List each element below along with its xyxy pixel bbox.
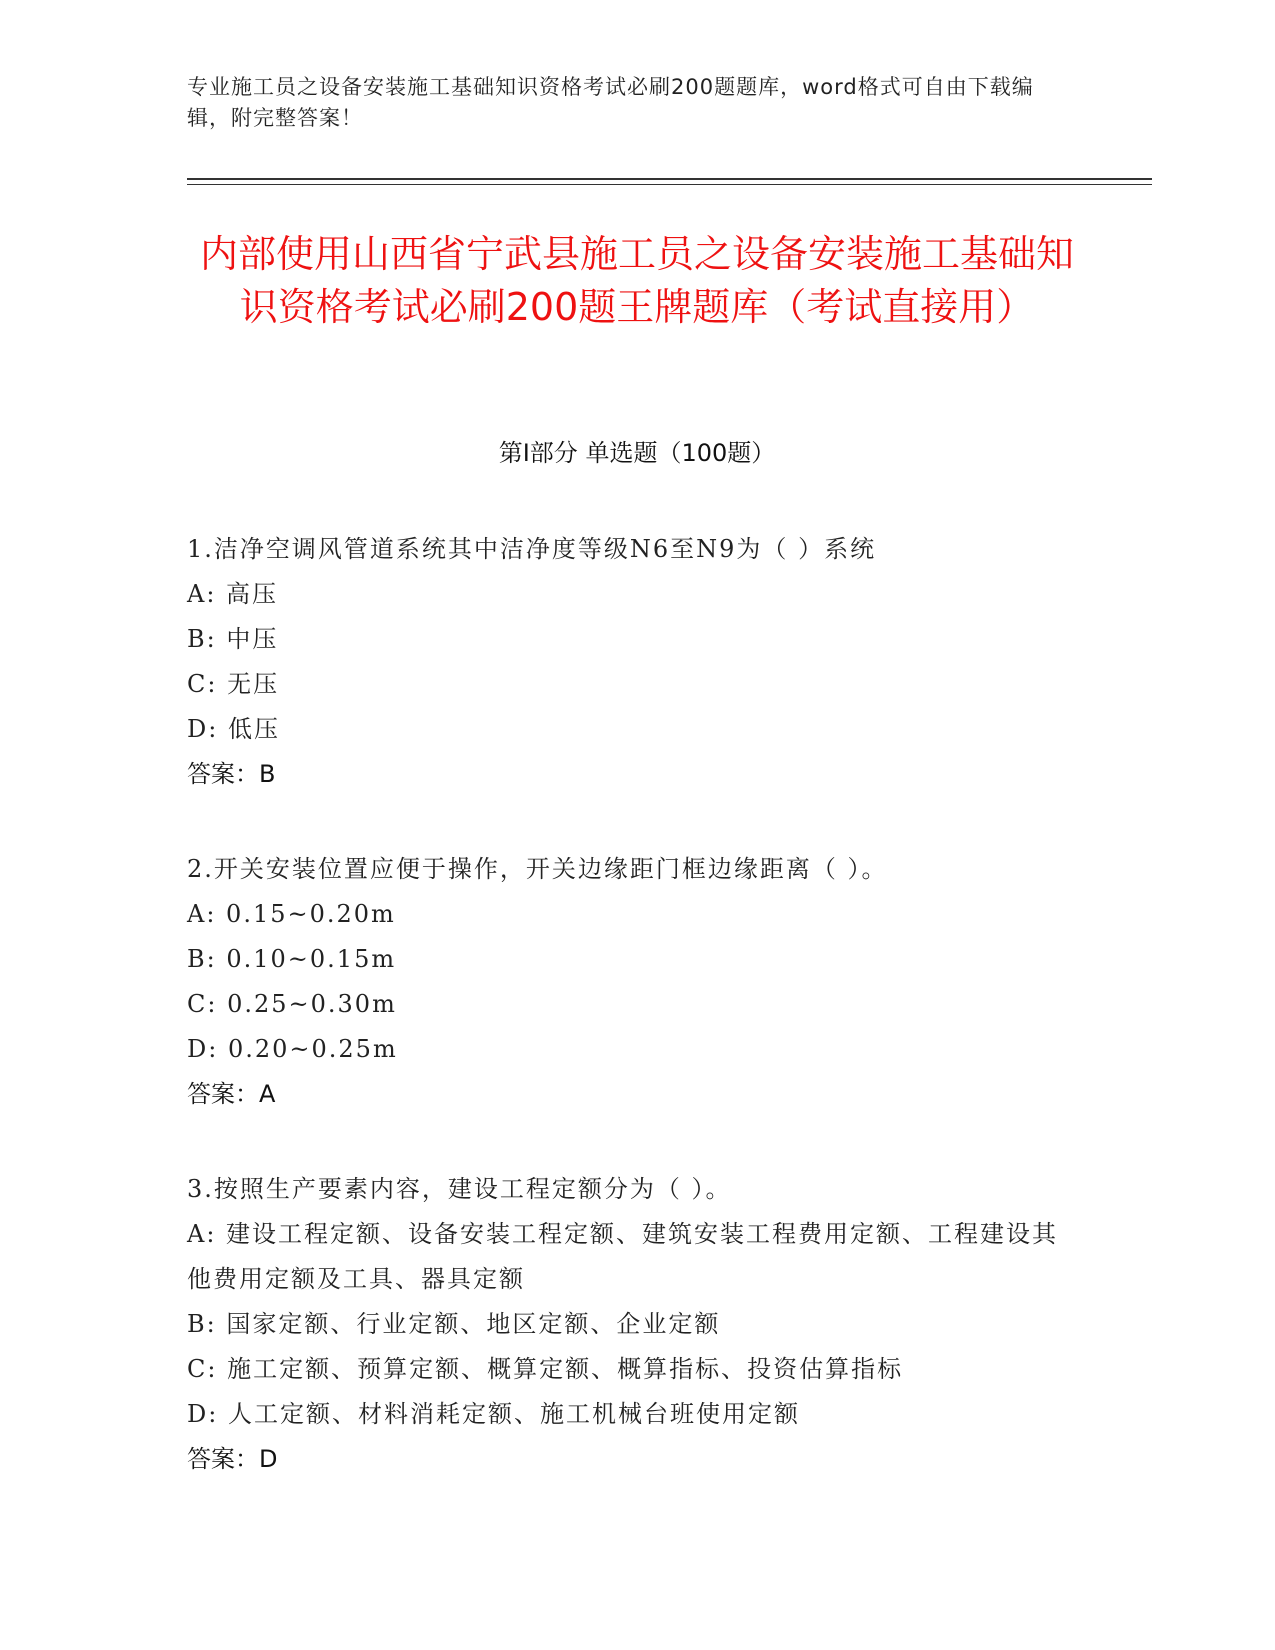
header-divider-thin bbox=[187, 184, 1152, 185]
option-a: A: 建设工程定额、设备安装工程定额、建筑安装工程费用定额、工程建设其他费用定额及工具、器具定额 bbox=[187, 1220, 1059, 1293]
question-1 bbox=[187, 527, 1067, 797]
answer: 答案：D bbox=[187, 1445, 278, 1473]
document-title: 内部使用山西省宁武县施工员之设备安装施工基础知识资格考试必刷200题王牌题库（考试直接用） bbox=[199, 232, 1074, 329]
option-b: B: 中压 bbox=[187, 625, 279, 653]
option-a: A: 高压 bbox=[187, 580, 279, 608]
option-d: D: 0.20~0.25m bbox=[187, 1035, 398, 1063]
answer: 答案：B bbox=[187, 760, 276, 788]
option-b: B: 0.10~0.15m bbox=[187, 945, 397, 973]
document-header-note: 专业施工员之设备安装施工基础知识资格考试必刷200题题库，word格式可自由下载编辑，附完整答案！ bbox=[187, 75, 1034, 130]
option-d: D: 低压 bbox=[187, 715, 280, 743]
option-a: A: 0.15~0.20m bbox=[187, 900, 396, 928]
question-list bbox=[187, 527, 1067, 1532]
question-2 bbox=[187, 847, 1067, 1117]
section-title: 第Ⅰ部分 单选题（100题） bbox=[498, 439, 776, 467]
option-c: C: 施工定额、预算定额、概算定额、概算指标、投资估算指标 bbox=[187, 1355, 904, 1383]
option-d: D: 人工定额、材料消耗定额、施工机械台班使用定额 bbox=[187, 1400, 800, 1428]
question-stem: 3.按照生产要素内容，建设工程定额分为（ ）。 bbox=[187, 1175, 732, 1203]
option-c: C: 0.25~0.30m bbox=[187, 990, 397, 1018]
question-stem: 1.洁净空调风管道系统其中洁净度等级N6至N9为（ ）系统 bbox=[187, 535, 877, 563]
question-3 bbox=[187, 1167, 1067, 1482]
answer: 答案：A bbox=[187, 1080, 276, 1108]
option-c: C: 无压 bbox=[187, 670, 280, 698]
option-b: B: 国家定额、行业定额、地区定额、企业定额 bbox=[187, 1310, 721, 1338]
question-stem: 2.开关安装位置应便于操作，开关边缘距门框边缘距离（ ）。 bbox=[187, 855, 888, 883]
header-divider-thick bbox=[187, 178, 1152, 180]
